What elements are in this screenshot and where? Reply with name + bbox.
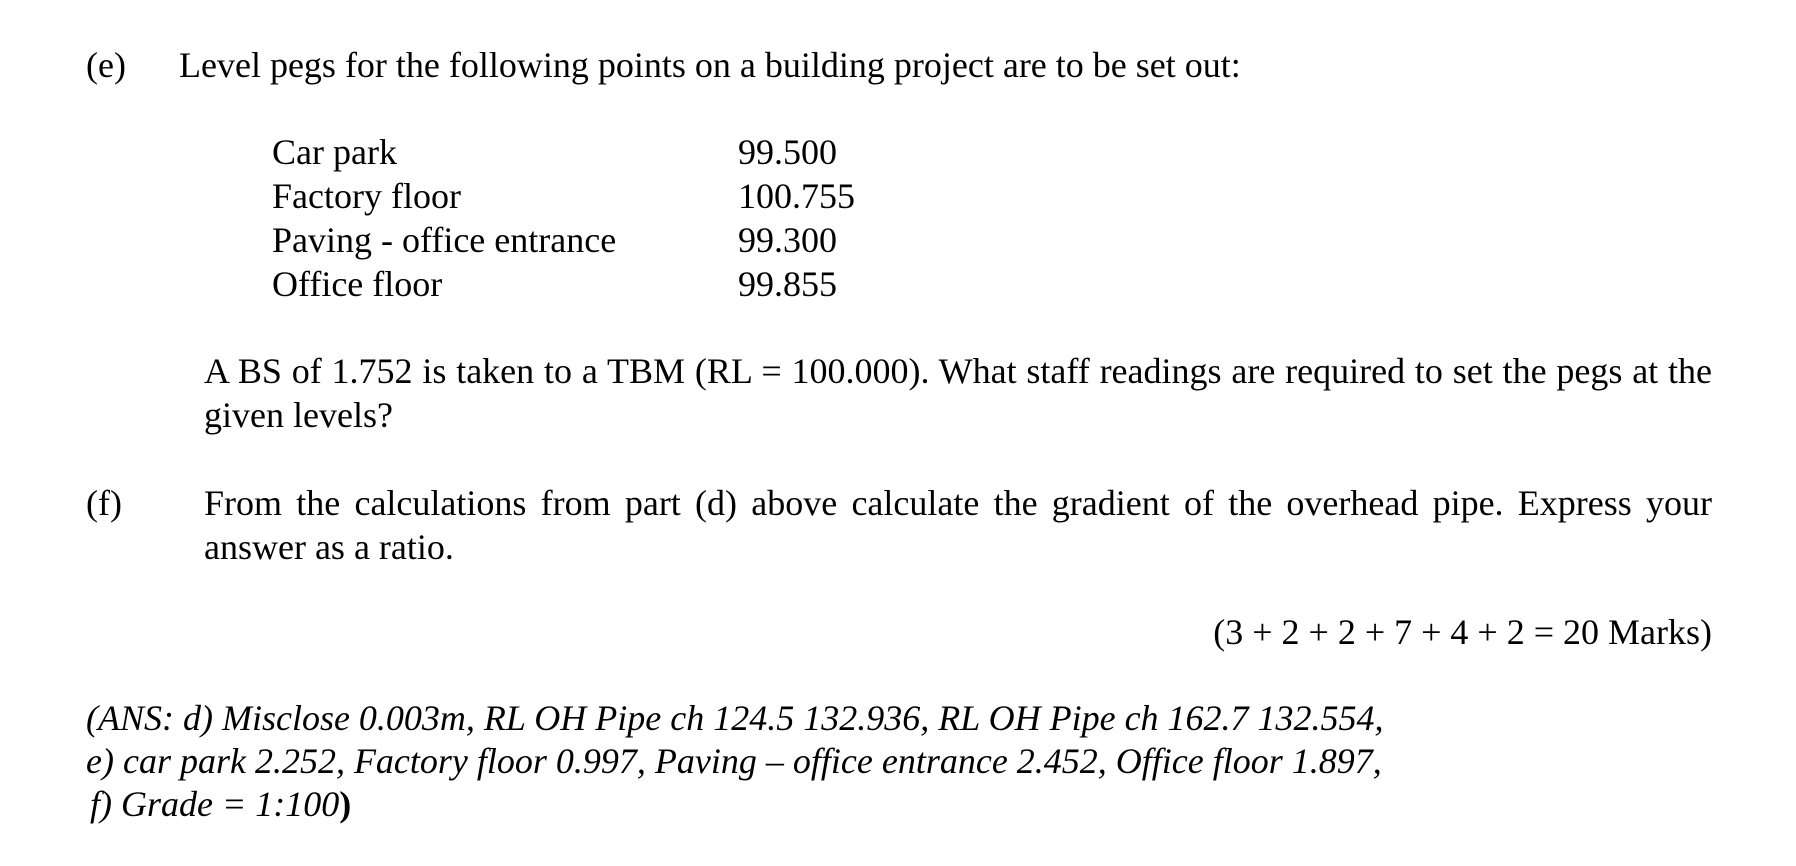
answer-grade: f) Grade = 1:100 <box>90 784 340 824</box>
part-f-question: From the calculations from part (d) above calculate the gradient of the overhead pipe. Express your answer as a ratio. <box>204 483 1712 567</box>
level-item: Factory floor <box>272 176 461 216</box>
answers-block <box>86 697 1384 826</box>
level-value: 99.500 <box>738 132 837 172</box>
level-item: Car park <box>272 132 397 172</box>
level-value: 99.855 <box>738 264 837 304</box>
part-e-label: (e) <box>86 45 126 85</box>
bs-paragraph: A BS of 1.752 is taken to a TBM (RL = 100.000). What staff readings are required to set the pegs at the given levels? <box>204 351 1712 435</box>
answer-line-f <box>86 783 1384 826</box>
level-value: 99.300 <box>738 220 837 260</box>
level-value: 100.755 <box>738 176 855 216</box>
answer-close-paren: ) <box>339 784 352 824</box>
marks-summary: (3 + 2 + 2 + 7 + 4 + 2 = 20 Marks) <box>1213 612 1712 652</box>
level-item: Office floor <box>272 264 443 304</box>
level-item: Paving - office entrance <box>272 220 617 260</box>
answer-line-e: e) car park 2.252, Factory floor 0.997, Paving – office entrance 2.452, Office floor 1.897, <box>86 741 1382 781</box>
part-f-label: (f) <box>86 483 122 523</box>
answer-line-d: (ANS: d) Misclose 0.003m, RL OH Pipe ch 124.5 132.936, RL OH Pipe ch 162.7 132.554, <box>86 698 1384 738</box>
part-e-question: Level pegs for the following points on a building project are to be set out: <box>179 45 1241 85</box>
